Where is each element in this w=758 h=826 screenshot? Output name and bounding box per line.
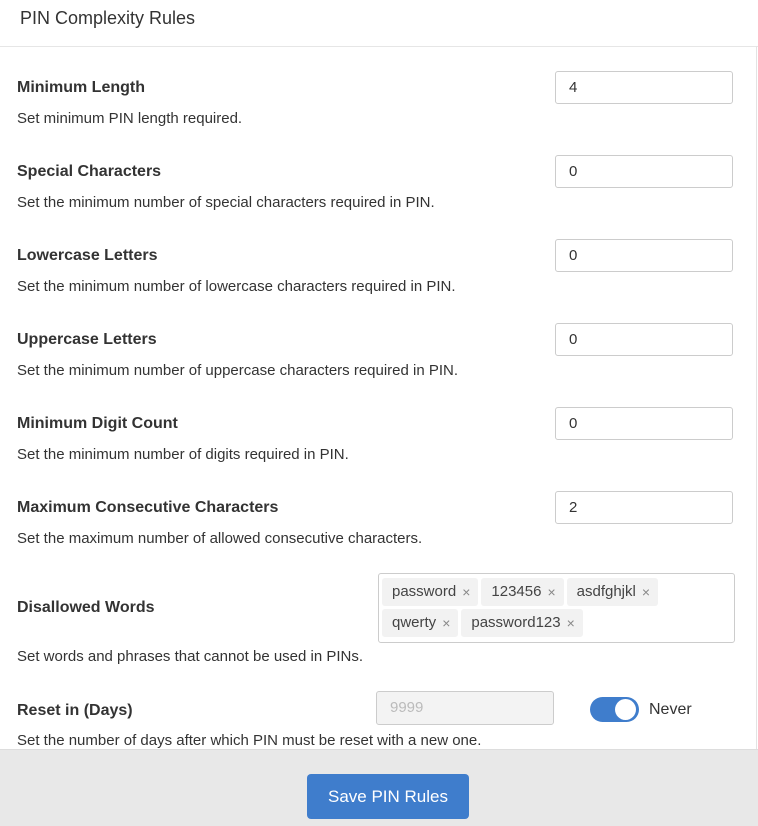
word-tag	[382, 609, 458, 637]
disallowed-words-label: Disallowed Words	[17, 599, 155, 616]
rule-description: Set the minimum number of uppercase characters required in PIN.	[17, 362, 459, 379]
never-toggle[interactable]	[590, 697, 639, 722]
word-tag	[461, 609, 582, 637]
tag-text: password	[392, 583, 457, 600]
tag-text: qwerty	[392, 614, 437, 631]
rule-label: Minimum Length	[17, 79, 145, 96]
reset-days-label: Reset in (Days)	[17, 702, 133, 719]
rule-description: Set the minimum number of digits required in PIN.	[17, 446, 349, 463]
rule-input[interactable]: 2	[555, 491, 733, 524]
footer	[0, 749, 758, 826]
rule-description: Set minimum PIN length required.	[17, 110, 243, 127]
tag-text: 123456	[491, 583, 542, 600]
save-pin-rules-button[interactable]: Save PIN Rules	[307, 774, 469, 819]
never-label: Never	[649, 701, 692, 718]
tag-text: password123	[471, 614, 561, 631]
word-tag	[567, 578, 658, 606]
tag-text: asdfghjkl	[576, 583, 636, 600]
rule-description: Set the minimum number of special characters required in PIN.	[17, 194, 435, 211]
rule-label: Minimum Digit Count	[17, 415, 178, 432]
remove-tag-icon[interactable]: ×	[641, 584, 651, 600]
rule-input[interactable]: 4	[555, 71, 733, 104]
reset-days-input[interactable]: 9999	[376, 691, 554, 725]
disallowed-words-input[interactable]	[378, 573, 735, 643]
remove-tag-icon[interactable]: ×	[462, 584, 471, 600]
panel-border	[756, 46, 757, 749]
toggle-knob	[615, 699, 636, 720]
word-tag	[382, 578, 478, 606]
rule-input[interactable]: 0	[555, 239, 733, 272]
remove-tag-icon[interactable]: ×	[566, 615, 575, 631]
panel-header	[0, 0, 758, 47]
disallowed-words-description: Set words and phrases that cannot be used in PINs.	[17, 648, 364, 665]
rule-input[interactable]: 0	[555, 323, 733, 356]
rule-input[interactable]: 0	[555, 155, 733, 188]
rule-label: Uppercase Letters	[17, 331, 157, 348]
remove-tag-icon[interactable]: ×	[442, 615, 451, 631]
rule-label: Lowercase Letters	[17, 247, 158, 264]
rule-input[interactable]: 0	[555, 407, 733, 440]
rule-label: Maximum Consecutive Characters	[17, 499, 279, 516]
rule-label: Special Characters	[17, 163, 162, 180]
rule-description: Set the maximum number of allowed consecutive characters.	[17, 530, 423, 547]
rule-description: Set the minimum number of lowercase characters required in PIN.	[17, 278, 456, 295]
word-tag	[481, 578, 563, 606]
remove-tag-icon[interactable]: ×	[547, 584, 556, 600]
reset-days-description: Set the number of days after which PIN must be reset with a new one.	[17, 732, 482, 749]
page-title: PIN Complexity Rules	[20, 8, 196, 28]
